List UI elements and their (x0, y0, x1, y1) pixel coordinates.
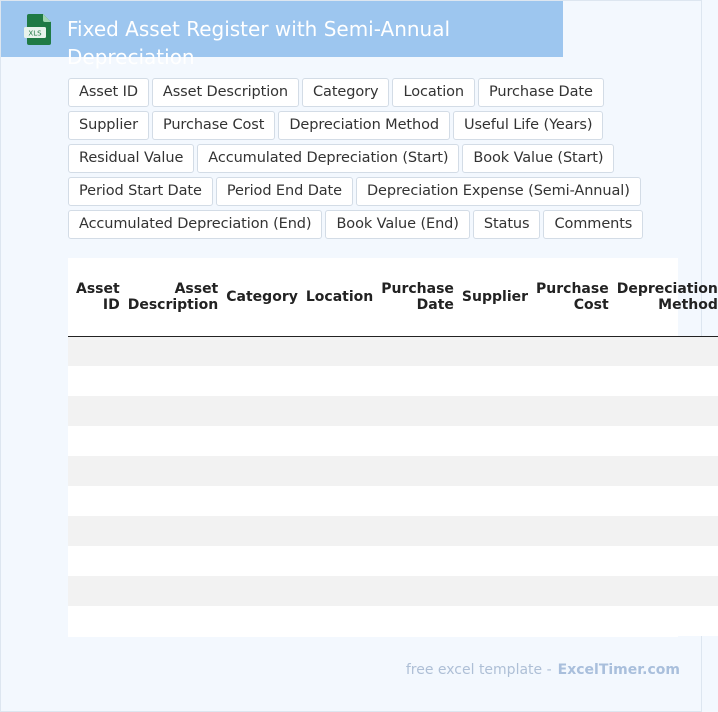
table-row (68, 546, 718, 576)
column-chip[interactable]: Period Start Date (68, 177, 213, 206)
table-cell[interactable] (373, 456, 454, 486)
column-header-text: Date (416, 296, 454, 313)
table-cell[interactable] (218, 576, 298, 606)
table-cell[interactable] (609, 426, 718, 456)
table-cell[interactable] (120, 336, 219, 366)
table-cell[interactable] (609, 516, 718, 546)
table-row (68, 396, 718, 426)
table-cell[interactable] (68, 486, 120, 516)
table-cell[interactable] (68, 366, 120, 396)
column-chip[interactable]: Depreciation Expense (Semi-Annual) (356, 177, 641, 206)
column-chip[interactable]: Book Value (End) (325, 210, 469, 239)
column-header-text: Cost (573, 296, 609, 313)
footer (406, 662, 680, 678)
column-header[interactable] (454, 258, 528, 336)
table-cell[interactable] (454, 366, 528, 396)
table-cell[interactable] (218, 426, 298, 456)
table-cell[interactable] (609, 486, 718, 516)
table-cell[interactable] (68, 606, 120, 636)
table-cell[interactable] (120, 516, 219, 546)
table-cell[interactable] (218, 336, 298, 366)
table-cell[interactable] (120, 606, 219, 636)
table-cell[interactable] (373, 516, 454, 546)
table-cell[interactable] (120, 456, 219, 486)
table-cell[interactable] (298, 456, 373, 486)
table-cell[interactable] (218, 456, 298, 486)
table-cell[interactable] (528, 366, 609, 396)
column-header-text: Asset (174, 280, 219, 297)
table-cell[interactable] (120, 426, 219, 456)
column-chip[interactable]: Supplier (68, 111, 149, 140)
table-cell[interactable] (373, 606, 454, 636)
title-bar (1, 1, 563, 69)
table-cell[interactable] (218, 606, 298, 636)
column-header[interactable] (120, 258, 219, 336)
table-cell[interactable] (373, 486, 454, 516)
column-header-text: Asset (76, 280, 120, 297)
asset-table-container (68, 258, 718, 637)
table-cell[interactable] (218, 396, 298, 426)
column-chip[interactable]: Period End Date (216, 177, 353, 206)
table-cell[interactable] (218, 366, 298, 396)
table-cell[interactable] (298, 606, 373, 636)
column-chip[interactable]: Residual Value (68, 144, 194, 173)
table-cell[interactable] (68, 336, 120, 366)
table-cell[interactable] (454, 576, 528, 606)
column-chip[interactable]: Asset ID (68, 78, 149, 107)
table-cell[interactable] (298, 516, 373, 546)
table-cell[interactable] (373, 336, 454, 366)
footer-brand-link[interactable]: ExcelTimer.com (557, 662, 680, 678)
table-cell[interactable] (68, 516, 120, 546)
column-chip[interactable]: Depreciation Method (278, 111, 450, 140)
xls-file-icon (24, 14, 51, 45)
table-cell[interactable] (454, 606, 528, 636)
table-cell[interactable] (454, 546, 528, 576)
table-cell[interactable] (218, 516, 298, 546)
table-cell[interactable] (298, 366, 373, 396)
table-cell[interactable] (373, 396, 454, 426)
table-cell[interactable] (609, 576, 718, 606)
page-title: Fixed Asset Register with Semi-Annual Depreciation (67, 17, 451, 69)
column-chip[interactable]: Accumulated Depreciation (End) (68, 210, 322, 239)
table-cell[interactable] (68, 396, 120, 426)
table-cell[interactable] (609, 456, 718, 486)
column-header[interactable] (68, 258, 120, 336)
table-cell[interactable] (454, 456, 528, 486)
table-cell[interactable] (528, 546, 609, 576)
table-row (68, 366, 718, 396)
table-cell[interactable] (120, 576, 219, 606)
column-header[interactable] (298, 258, 373, 336)
table-cell[interactable] (68, 576, 120, 606)
table-cell[interactable] (528, 576, 609, 606)
table-cell[interactable] (120, 546, 219, 576)
table-cell[interactable] (609, 336, 718, 366)
column-chip[interactable]: Asset Description (152, 78, 299, 107)
table-cell[interactable] (454, 426, 528, 456)
column-header[interactable] (218, 258, 298, 336)
table-cell[interactable] (454, 486, 528, 516)
table-cell[interactable] (609, 546, 718, 576)
column-header-text: Supplier (461, 288, 529, 305)
table-cell[interactable] (120, 486, 219, 516)
column-header-text: Category (226, 288, 298, 305)
table-cell[interactable] (373, 576, 454, 606)
table-cell[interactable] (298, 576, 373, 606)
table-cell[interactable] (218, 546, 298, 576)
table-cell[interactable] (298, 336, 373, 366)
table-cell[interactable] (528, 456, 609, 486)
table-cell[interactable] (298, 426, 373, 456)
column-header-text: ID (102, 296, 120, 313)
table-cell[interactable] (454, 516, 528, 546)
column-chip[interactable]: Book Value (Start) (462, 144, 614, 173)
column-header[interactable] (373, 258, 454, 336)
table-row (68, 336, 718, 366)
column-header-text: Description (127, 296, 219, 313)
column-header-text: Location (305, 288, 374, 305)
table-cell[interactable] (373, 366, 454, 396)
column-chip[interactable]: Accumulated Depreciation (Start) (197, 144, 459, 173)
table-cell[interactable] (528, 486, 609, 516)
table-cell[interactable] (454, 396, 528, 426)
table-cell[interactable] (528, 606, 609, 636)
column-header-text: Purchase (536, 280, 609, 297)
table-cell[interactable] (120, 366, 219, 396)
table-cell[interactable] (528, 516, 609, 546)
column-chip[interactable]: Purchase Cost (152, 111, 275, 140)
table-row (68, 516, 718, 546)
column-chip[interactable]: Comments (543, 210, 643, 239)
column-header-text: Depreciation (616, 280, 718, 297)
table-cell[interactable] (454, 336, 528, 366)
column-chip[interactable]: Useful Life (Years) (453, 111, 603, 140)
table-cell[interactable] (218, 486, 298, 516)
asset-table (68, 258, 718, 636)
column-chip[interactable]: Location (392, 78, 475, 107)
xls-icon-text: XLS (28, 29, 42, 38)
table-cell[interactable] (68, 426, 120, 456)
table-row (68, 486, 718, 516)
table-cell[interactable] (298, 486, 373, 516)
table-cell[interactable] (609, 606, 718, 636)
column-chip[interactable]: Status (473, 210, 541, 239)
footer-prefix: free excel template - (405, 662, 552, 678)
table-cell[interactable] (298, 546, 373, 576)
column-chip[interactable]: Category (302, 78, 389, 107)
table-row (68, 426, 718, 456)
column-chip-list (68, 78, 668, 239)
column-header[interactable] (609, 258, 718, 336)
table-cell[interactable] (528, 396, 609, 426)
table-cell[interactable] (120, 396, 219, 426)
table-cell[interactable] (609, 396, 718, 426)
column-header[interactable] (528, 258, 609, 336)
table-cell[interactable] (68, 456, 120, 486)
table-cell[interactable] (68, 546, 120, 576)
column-chip[interactable]: Purchase Date (478, 78, 604, 107)
column-header-text: Purchase (381, 280, 454, 297)
table-cell[interactable] (373, 546, 454, 576)
table-cell[interactable] (528, 336, 609, 366)
table-row (68, 456, 718, 486)
table-cell[interactable] (373, 426, 454, 456)
table-row (68, 576, 718, 606)
table-header-row (68, 258, 718, 336)
table-cell[interactable] (528, 426, 609, 456)
table-cell[interactable] (298, 396, 373, 426)
column-header-text: Method (658, 296, 718, 313)
table-row (68, 606, 718, 636)
table-cell[interactable] (609, 366, 718, 396)
